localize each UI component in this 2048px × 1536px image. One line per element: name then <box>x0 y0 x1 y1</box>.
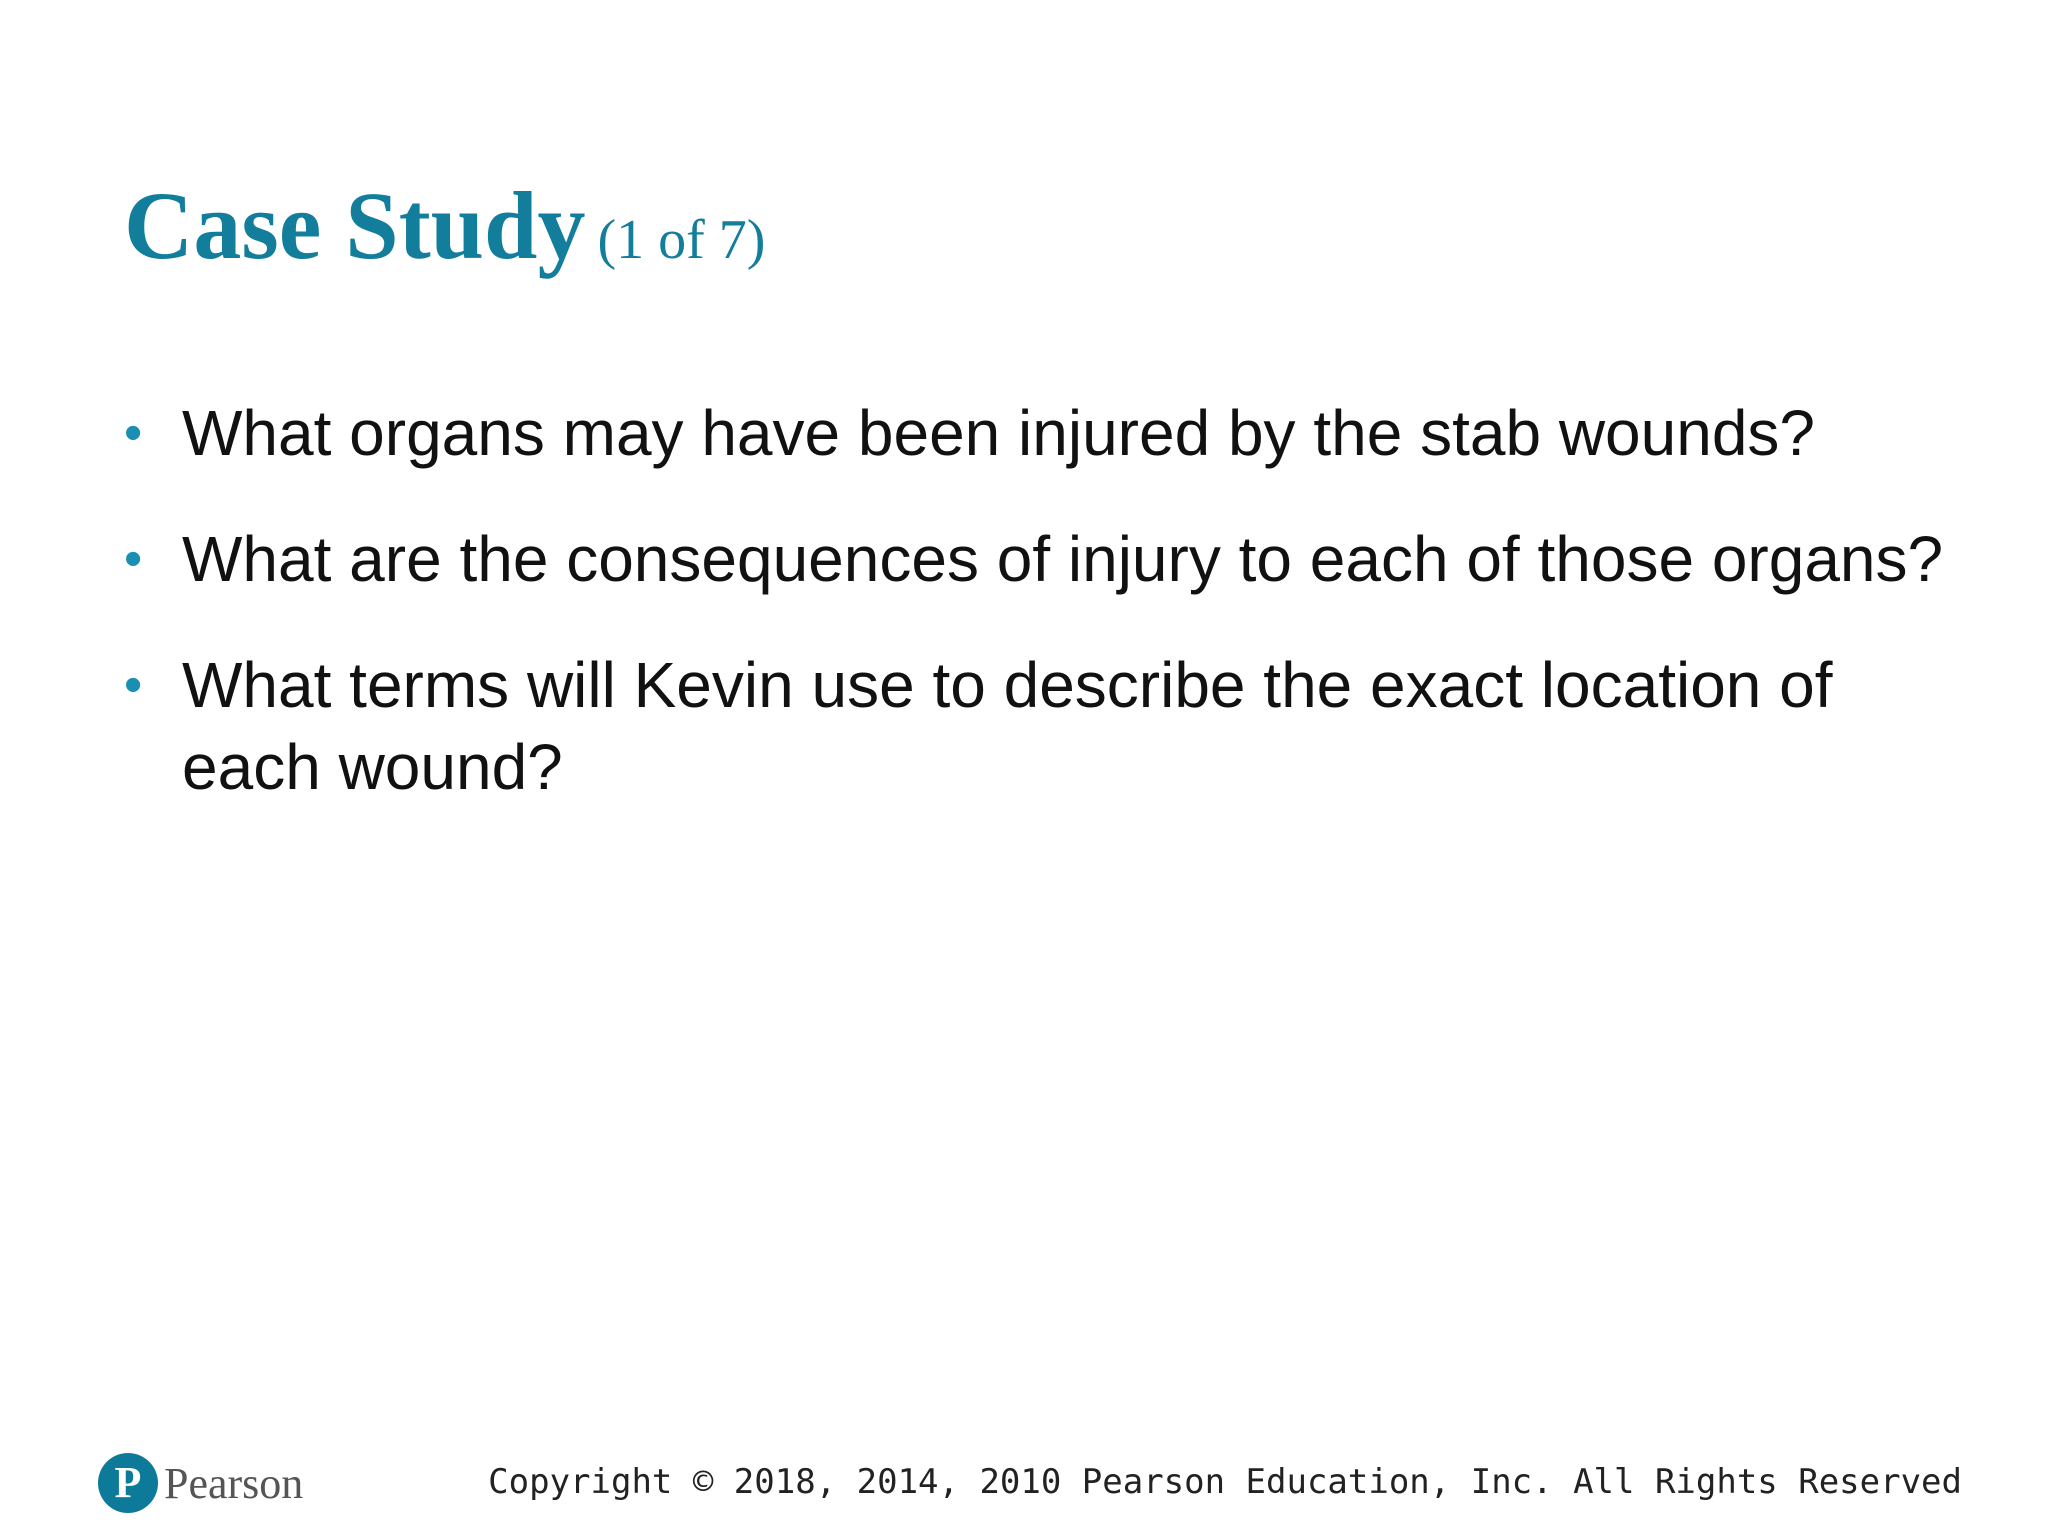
bullet-text: What are the consequences of injury to each of those organs? <box>182 523 1944 595</box>
bullet-item <box>124 392 1964 474</box>
bullet-dot-icon: • <box>124 530 143 588</box>
slide-title <box>124 172 766 279</box>
bullet-dot-icon: • <box>124 656 143 714</box>
bullet-text: What terms will Kevin use to describe the exact location of each wound? <box>182 649 1833 803</box>
bullet-item <box>124 644 1964 808</box>
copyright-notice: Copyright © 2018, 2014, 2010 Pearson Education, Inc. All Rights Reserved <box>488 1462 1962 1502</box>
pearson-logo-icon: P <box>98 1453 158 1513</box>
bullet-item <box>124 518 1964 600</box>
bullet-list <box>124 392 1964 852</box>
bullet-text: What organs may have been injured by the stab wounds? <box>182 397 1815 469</box>
pearson-logo <box>98 1450 303 1516</box>
bullet-dot-icon: • <box>124 404 143 462</box>
title-main: Case Study <box>124 172 586 279</box>
title-subtitle: (1 of 7) <box>597 209 766 271</box>
pearson-logo-text: Pearson <box>164 1458 304 1508</box>
